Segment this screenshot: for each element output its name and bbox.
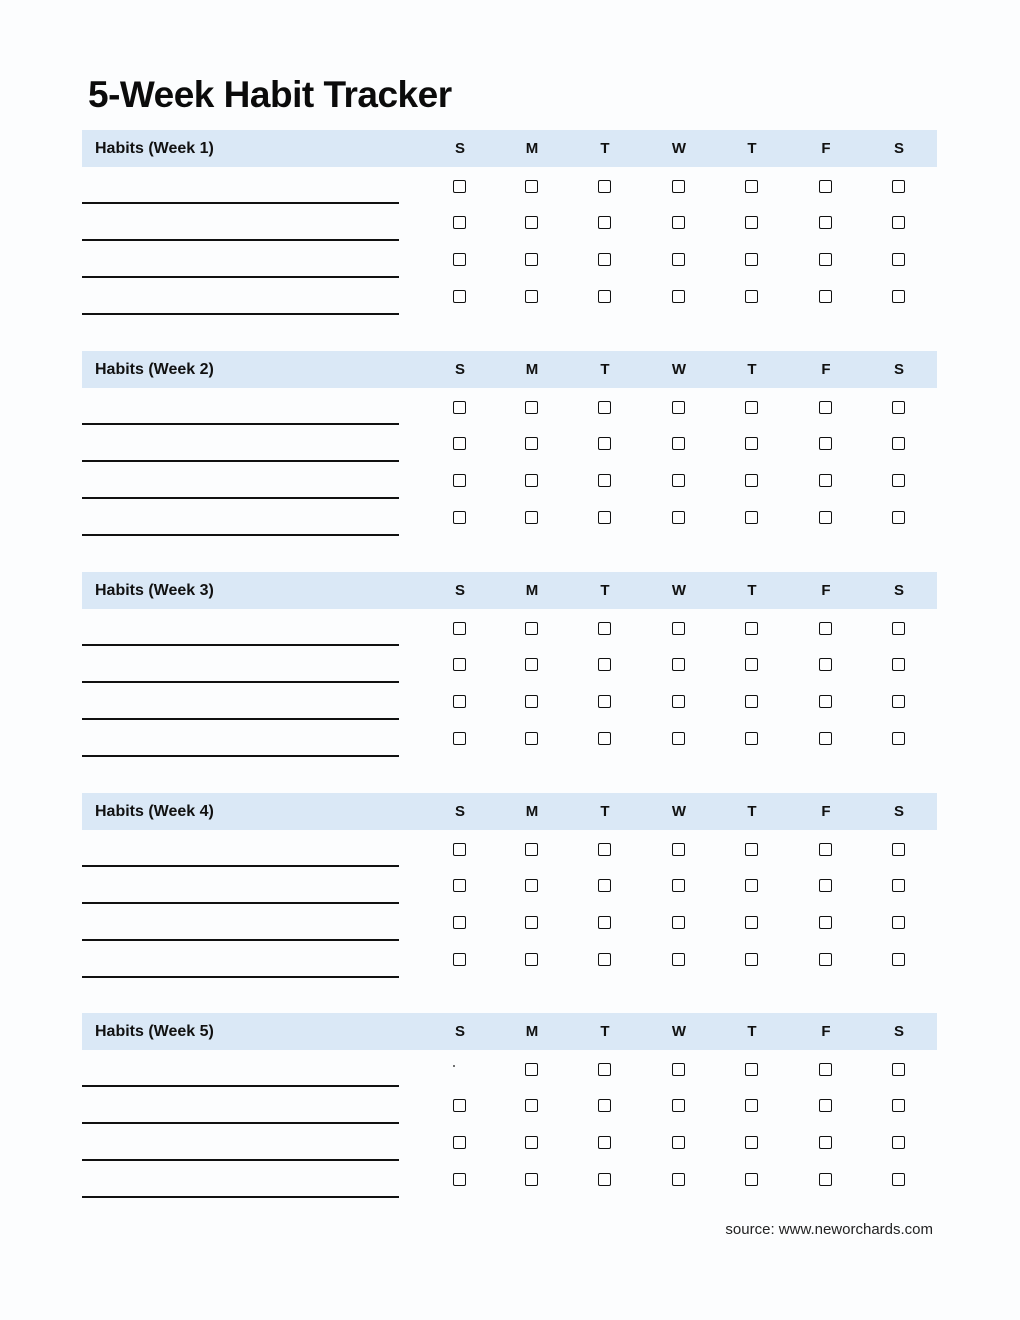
habit-checkbox[interactable] bbox=[525, 401, 538, 414]
habit-checkbox[interactable] bbox=[453, 1173, 466, 1186]
habit-checkbox[interactable] bbox=[745, 1063, 758, 1076]
habit-checkbox[interactable] bbox=[892, 1173, 905, 1186]
habit-checkbox[interactable] bbox=[453, 843, 466, 856]
habit-checkbox[interactable] bbox=[819, 1099, 832, 1112]
week-header bbox=[82, 351, 937, 388]
day-header: T bbox=[600, 361, 610, 378]
habit-name-line[interactable] bbox=[82, 1159, 399, 1161]
habit-checkbox[interactable] bbox=[819, 916, 832, 929]
habit-name-line[interactable] bbox=[82, 902, 399, 904]
habit-name-line[interactable] bbox=[82, 202, 399, 204]
week-section-3 bbox=[82, 572, 937, 762]
habit-checkbox[interactable] bbox=[598, 953, 611, 966]
habit-checkbox[interactable] bbox=[453, 474, 466, 487]
week-section-4 bbox=[82, 793, 937, 983]
habit-checkbox[interactable] bbox=[892, 916, 905, 929]
habit-checkbox[interactable] bbox=[819, 1136, 832, 1149]
habit-checkbox[interactable] bbox=[453, 290, 466, 303]
habit-checkbox[interactable] bbox=[819, 401, 832, 414]
day-header: F bbox=[821, 140, 831, 157]
habit-checkbox[interactable] bbox=[672, 1099, 685, 1112]
habit-checkbox[interactable] bbox=[672, 180, 685, 193]
habit-checkbox[interactable] bbox=[892, 253, 905, 266]
habit-name-line[interactable] bbox=[82, 718, 399, 720]
habit-checkbox[interactable] bbox=[453, 180, 466, 193]
habit-name-line[interactable] bbox=[82, 681, 399, 683]
habit-checkbox[interactable] bbox=[819, 843, 832, 856]
habit-name-line[interactable] bbox=[82, 1196, 399, 1198]
habit-checkbox[interactable] bbox=[819, 180, 832, 193]
habit-checkbox[interactable] bbox=[598, 511, 611, 524]
habit-name-line[interactable] bbox=[82, 939, 399, 941]
habit-checkbox[interactable] bbox=[892, 180, 905, 193]
day-header: M bbox=[525, 1023, 539, 1040]
day-header: T bbox=[600, 582, 610, 599]
habit-checkbox[interactable] bbox=[525, 953, 538, 966]
habit-checkbox[interactable] bbox=[598, 437, 611, 450]
habit-checkbox[interactable] bbox=[672, 511, 685, 524]
habit-checkbox[interactable] bbox=[672, 474, 685, 487]
habit-checkbox[interactable] bbox=[525, 732, 538, 745]
habit-checkbox[interactable] bbox=[525, 916, 538, 929]
page-title: 5-Week Habit Tracker bbox=[88, 74, 452, 115]
habit-name-line[interactable] bbox=[82, 976, 399, 978]
habit-checkbox[interactable] bbox=[745, 1099, 758, 1112]
habit-checkbox[interactable] bbox=[892, 474, 905, 487]
week-label: Habits (Week 4) bbox=[95, 803, 214, 820]
habit-checkbox[interactable] bbox=[598, 290, 611, 303]
habit-checkbox[interactable] bbox=[745, 879, 758, 892]
habit-checkbox[interactable] bbox=[598, 732, 611, 745]
habit-name-line[interactable] bbox=[82, 276, 399, 278]
habit-checkbox[interactable] bbox=[525, 843, 538, 856]
habit-checkbox[interactable] bbox=[672, 695, 685, 708]
habit-checkbox[interactable] bbox=[453, 732, 466, 745]
day-header: S bbox=[893, 140, 904, 157]
habit-checkbox[interactable] bbox=[892, 1099, 905, 1112]
habit-checkbox[interactable] bbox=[745, 1136, 758, 1149]
habit-checkbox[interactable] bbox=[745, 843, 758, 856]
habit-checkbox[interactable] bbox=[672, 879, 685, 892]
habit-checkbox[interactable] bbox=[819, 695, 832, 708]
habit-checkbox[interactable] bbox=[672, 916, 685, 929]
habit-name-line[interactable] bbox=[82, 313, 399, 315]
habit-checkbox[interactable] bbox=[745, 216, 758, 229]
habit-checkbox[interactable] bbox=[672, 732, 685, 745]
habit-checkbox[interactable] bbox=[819, 658, 832, 671]
habit-checkbox[interactable] bbox=[819, 732, 832, 745]
day-header: S bbox=[454, 1023, 465, 1040]
habit-checkbox[interactable] bbox=[525, 290, 538, 303]
day-header: S bbox=[893, 1023, 904, 1040]
day-header: T bbox=[600, 140, 610, 157]
habit-name-line[interactable] bbox=[82, 239, 399, 241]
habit-checkbox[interactable] bbox=[598, 1099, 611, 1112]
day-header: S bbox=[893, 582, 904, 599]
habit-checkbox[interactable] bbox=[453, 1063, 455, 1065]
day-header: W bbox=[671, 361, 687, 378]
habit-checkbox[interactable] bbox=[453, 1099, 466, 1112]
habit-checkbox[interactable] bbox=[598, 879, 611, 892]
habit-name-line[interactable] bbox=[82, 423, 399, 425]
habit-checkbox[interactable] bbox=[598, 695, 611, 708]
week-label: Habits (Week 2) bbox=[95, 361, 214, 378]
habit-checkbox[interactable] bbox=[819, 511, 832, 524]
habit-checkbox[interactable] bbox=[892, 622, 905, 635]
habit-checkbox[interactable] bbox=[598, 843, 611, 856]
day-header: F bbox=[821, 803, 831, 820]
habit-checkbox[interactable] bbox=[892, 1063, 905, 1076]
habit-checkbox[interactable] bbox=[892, 658, 905, 671]
day-header: F bbox=[821, 1023, 831, 1040]
habit-checkbox[interactable] bbox=[598, 622, 611, 635]
habit-checkbox[interactable] bbox=[819, 879, 832, 892]
day-header: S bbox=[454, 582, 465, 599]
habit-checkbox[interactable] bbox=[598, 1173, 611, 1186]
day-header: M bbox=[525, 803, 539, 820]
day-header: T bbox=[600, 1023, 610, 1040]
habit-checkbox[interactable] bbox=[525, 180, 538, 193]
habit-checkbox[interactable] bbox=[453, 879, 466, 892]
week-label: Habits (Week 1) bbox=[95, 140, 214, 157]
habit-checkbox[interactable] bbox=[745, 732, 758, 745]
habit-checkbox[interactable] bbox=[598, 1136, 611, 1149]
week-section-5 bbox=[82, 1013, 937, 1203]
habit-checkbox[interactable] bbox=[819, 622, 832, 635]
habit-checkbox[interactable] bbox=[598, 180, 611, 193]
habit-checkbox[interactable] bbox=[525, 474, 538, 487]
habit-checkbox[interactable] bbox=[819, 253, 832, 266]
habit-checkbox[interactable] bbox=[745, 180, 758, 193]
habit-checkbox[interactable] bbox=[819, 437, 832, 450]
habit-checkbox[interactable] bbox=[745, 1173, 758, 1186]
habit-checkbox[interactable] bbox=[598, 474, 611, 487]
habit-name-line[interactable] bbox=[82, 534, 399, 536]
habit-checkbox[interactable] bbox=[892, 695, 905, 708]
habit-checkbox[interactable] bbox=[819, 216, 832, 229]
habit-checkbox[interactable] bbox=[745, 253, 758, 266]
habit-checkbox[interactable] bbox=[892, 401, 905, 414]
week-header bbox=[82, 130, 937, 167]
habit-checkbox[interactable] bbox=[598, 253, 611, 266]
habit-checkbox[interactable] bbox=[892, 511, 905, 524]
habit-checkbox[interactable] bbox=[453, 953, 466, 966]
habit-checkbox[interactable] bbox=[525, 1099, 538, 1112]
source-credit: source: www.neworchards.com bbox=[725, 1221, 933, 1238]
habit-checkbox[interactable] bbox=[819, 1063, 832, 1076]
habit-checkbox[interactable] bbox=[745, 953, 758, 966]
day-header: W bbox=[671, 582, 687, 599]
habit-checkbox[interactable] bbox=[598, 1063, 611, 1076]
habit-checkbox[interactable] bbox=[892, 953, 905, 966]
habit-checkbox[interactable] bbox=[745, 695, 758, 708]
habit-checkbox[interactable] bbox=[672, 1063, 685, 1076]
habit-checkbox[interactable] bbox=[525, 216, 538, 229]
day-header: W bbox=[671, 803, 687, 820]
day-header: S bbox=[454, 803, 465, 820]
habit-checkbox[interactable] bbox=[892, 843, 905, 856]
day-header: W bbox=[671, 140, 687, 157]
habit-name-line[interactable] bbox=[82, 755, 399, 757]
habit-checkbox[interactable] bbox=[525, 622, 538, 635]
habit-checkbox[interactable] bbox=[672, 622, 685, 635]
habit-checkbox[interactable] bbox=[892, 1136, 905, 1149]
habit-checkbox[interactable] bbox=[819, 290, 832, 303]
day-header: M bbox=[525, 140, 539, 157]
habit-checkbox[interactable] bbox=[672, 953, 685, 966]
habit-checkbox[interactable] bbox=[672, 1136, 685, 1149]
habit-checkbox[interactable] bbox=[745, 658, 758, 671]
habit-checkbox[interactable] bbox=[745, 290, 758, 303]
day-header: T bbox=[747, 582, 757, 599]
week-label: Habits (Week 3) bbox=[95, 582, 214, 599]
day-header: T bbox=[747, 140, 757, 157]
day-header: W bbox=[671, 1023, 687, 1040]
habit-checkbox[interactable] bbox=[672, 658, 685, 671]
habit-name-line[interactable] bbox=[82, 1122, 399, 1124]
habit-checkbox[interactable] bbox=[672, 843, 685, 856]
habit-checkbox[interactable] bbox=[525, 437, 538, 450]
day-header: S bbox=[893, 361, 904, 378]
day-header: T bbox=[600, 803, 610, 820]
habit-checkbox[interactable] bbox=[525, 695, 538, 708]
habit-checkbox[interactable] bbox=[745, 474, 758, 487]
habit-checkbox[interactable] bbox=[745, 622, 758, 635]
day-header: T bbox=[747, 803, 757, 820]
habit-checkbox[interactable] bbox=[819, 474, 832, 487]
week-section-2 bbox=[82, 351, 937, 541]
week-header bbox=[82, 572, 937, 609]
habit-checkbox[interactable] bbox=[892, 216, 905, 229]
habit-checkbox[interactable] bbox=[453, 658, 466, 671]
day-header: S bbox=[454, 140, 465, 157]
habit-checkbox[interactable] bbox=[525, 658, 538, 671]
habit-name-line[interactable] bbox=[82, 1085, 399, 1087]
habit-checkbox[interactable] bbox=[598, 216, 611, 229]
habit-checkbox[interactable] bbox=[453, 622, 466, 635]
habit-checkbox[interactable] bbox=[453, 695, 466, 708]
habit-checkbox[interactable] bbox=[819, 1173, 832, 1186]
habit-checkbox[interactable] bbox=[525, 1173, 538, 1186]
habit-checkbox[interactable] bbox=[525, 1063, 538, 1076]
habit-checkbox[interactable] bbox=[892, 879, 905, 892]
habit-checkbox[interactable] bbox=[453, 1136, 466, 1149]
habit-checkbox[interactable] bbox=[892, 437, 905, 450]
habit-checkbox[interactable] bbox=[453, 216, 466, 229]
habit-name-line[interactable] bbox=[82, 644, 399, 646]
day-header: T bbox=[747, 1023, 757, 1040]
habit-checkbox[interactable] bbox=[525, 1136, 538, 1149]
habit-checkbox[interactable] bbox=[819, 953, 832, 966]
habit-checkbox[interactable] bbox=[453, 253, 466, 266]
habit-checkbox[interactable] bbox=[745, 437, 758, 450]
day-header: S bbox=[454, 361, 465, 378]
habit-checkbox[interactable] bbox=[745, 916, 758, 929]
habit-checkbox[interactable] bbox=[892, 290, 905, 303]
habit-name-line[interactable] bbox=[82, 460, 399, 462]
habit-checkbox[interactable] bbox=[453, 511, 466, 524]
habit-checkbox[interactable] bbox=[672, 253, 685, 266]
habit-checkbox[interactable] bbox=[672, 1173, 685, 1186]
day-header: M bbox=[525, 361, 539, 378]
habit-checkbox[interactable] bbox=[745, 511, 758, 524]
habit-checkbox[interactable] bbox=[745, 401, 758, 414]
habit-checkbox[interactable] bbox=[892, 732, 905, 745]
habit-checkbox[interactable] bbox=[453, 916, 466, 929]
habit-checkbox[interactable] bbox=[453, 401, 466, 414]
week-header bbox=[82, 793, 937, 830]
habit-checkbox[interactable] bbox=[672, 437, 685, 450]
day-header: F bbox=[821, 582, 831, 599]
habit-checkbox[interactable] bbox=[598, 916, 611, 929]
habit-checkbox[interactable] bbox=[672, 290, 685, 303]
habit-checkbox[interactable] bbox=[598, 401, 611, 414]
day-header: T bbox=[747, 361, 757, 378]
habit-checkbox[interactable] bbox=[453, 437, 466, 450]
week-label: Habits (Week 5) bbox=[95, 1023, 214, 1040]
habit-checkbox[interactable] bbox=[598, 658, 611, 671]
habit-checkbox[interactable] bbox=[525, 879, 538, 892]
habit-name-line[interactable] bbox=[82, 865, 399, 867]
day-header: S bbox=[893, 803, 904, 820]
habit-checkbox[interactable] bbox=[672, 401, 685, 414]
week-header bbox=[82, 1013, 937, 1050]
habit-checkbox[interactable] bbox=[525, 253, 538, 266]
week-section-1 bbox=[82, 130, 937, 320]
habit-checkbox[interactable] bbox=[672, 216, 685, 229]
habit-checkbox[interactable] bbox=[525, 511, 538, 524]
day-header: F bbox=[821, 361, 831, 378]
day-header: M bbox=[525, 582, 539, 599]
habit-name-line[interactable] bbox=[82, 497, 399, 499]
